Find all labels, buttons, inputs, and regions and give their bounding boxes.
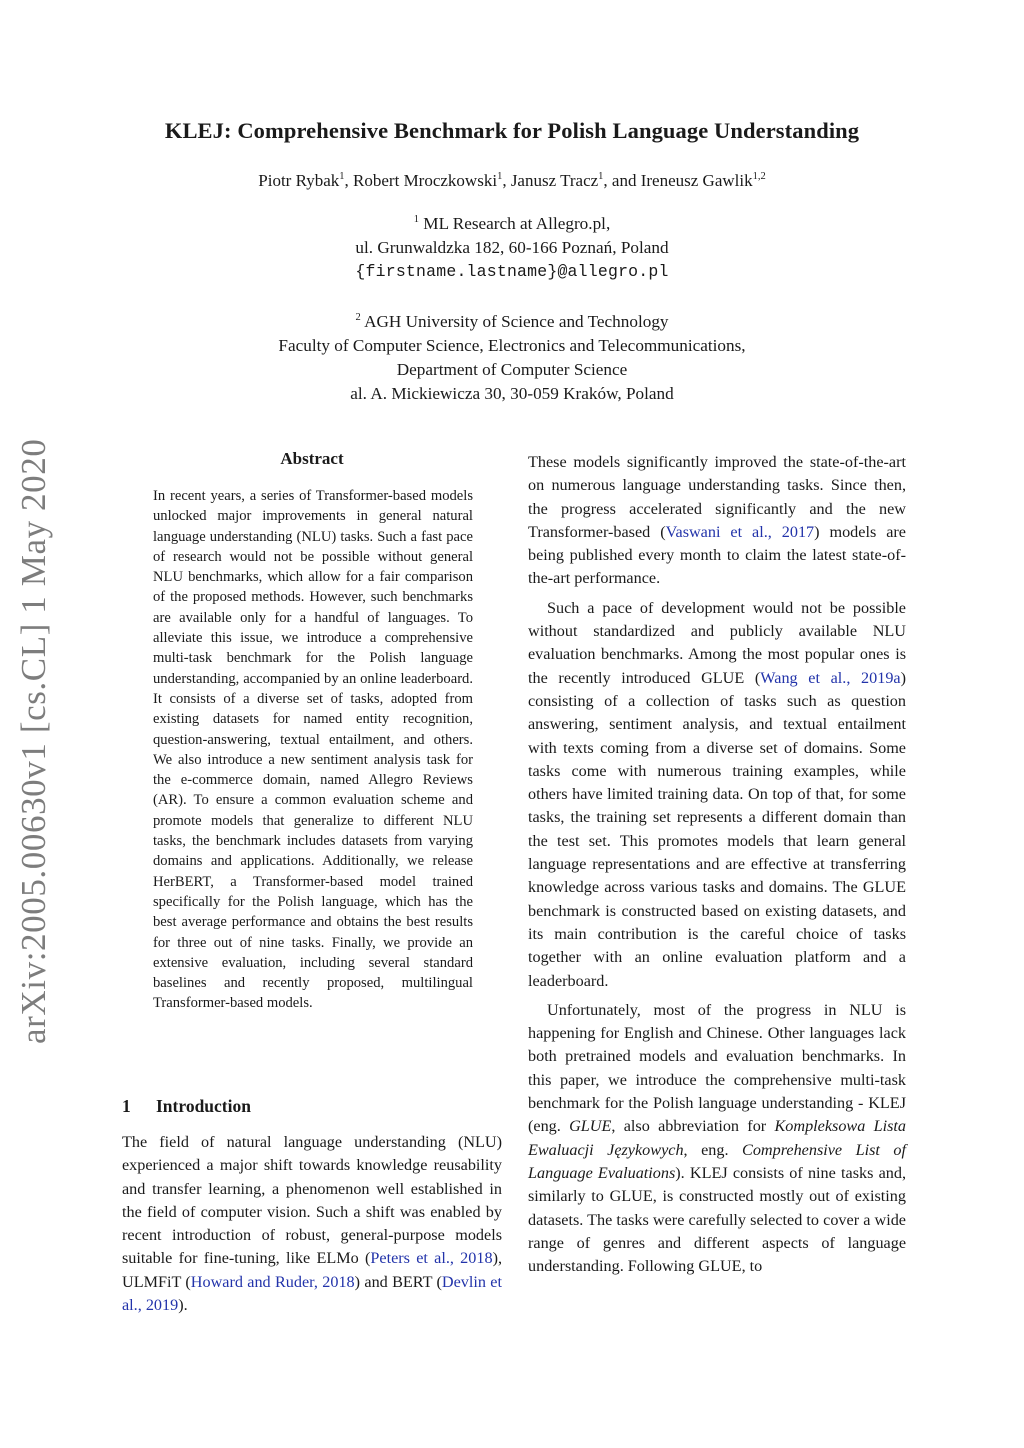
author-name: Janusz Tracz bbox=[510, 171, 599, 190]
italic-term: Kompleksowa Lista Ewaluacji Językowych bbox=[528, 1117, 906, 1159]
right-column bbox=[528, 451, 906, 1284]
affiliation-1: $^1$ ML Research at Allegro.pl, ul. Grunwaldzka 182, 60-166 Poznań, Poland {firstname.lastname}@allegro.pl bbox=[0, 212, 1024, 284]
intro-paragraph-2: These models significantly improved the state-of-the-art on numerous language understanding tasks. Since then, the progress accelerated significantly and the new Transformer-based (Vaswani et al., 2017) models are being published every month to claim the latest state-of-the-art performance. bbox=[528, 453, 906, 588]
author-name: Ireneusz Gawlik bbox=[640, 171, 753, 190]
affiliation-marker: 1 bbox=[413, 214, 419, 225]
italic-term: Comprehensive List of Language Evaluations bbox=[528, 1140, 906, 1182]
email-address: {firstname.lastname}@allegro.pl bbox=[355, 262, 669, 281]
citation-link[interactable]: Wang et al., 2019a bbox=[760, 668, 901, 687]
citation-link[interactable]: Devlin et al., 2019 bbox=[122, 1272, 502, 1315]
author-name: Robert Mroczkowski bbox=[353, 171, 498, 190]
citation-link[interactable]: Howard and Ruder, 2018 bbox=[190, 1272, 355, 1291]
abstract-text: In recent years, a series of Transformer-based models unlocked major improvements in general natural language understanding (NLU) tasks. Such a fast pace of research would not be possible without general NLU benchmarks, which allow for a fair comparison of the proposed methods. However, such benchmarks are available only for a handful of languages. To alleviate this issue, we introduce a comprehensive multi-task benchmark for the Polish language understanding, accompanied by an online leaderboard. It consists of a diverse set of tasks, adopted from existing datasets for named entity recognition, question-answering, textual entailment, and others. We also introduce a new sentiment analysis task for the e-commerce domain, named Allegro Reviews (AR). To ensure a common evaluation scheme and promote models that generalize to different NLU tasks, the benchmark includes datasets from varying domains and applications. Additionally, we release HerBERT, a Transformer-based model trained specifically for the Polish language, which has the best average performance and obtains the best results for three out of nine tasks. Finally, we provide an extensive evaluation, including several standard baselines and recently proposed, multilingual Transformer-based models. bbox=[153, 488, 473, 1012]
section-heading-introduction bbox=[122, 1096, 251, 1117]
affiliation-2: $^2$ AGH University of Science and Technology Faculty of Computer Science, Electronics and Telecommunications, Department of Computer Science al. A. Mickiewicza 30, 30-059 Kraków, Poland bbox=[278, 312, 746, 403]
citation-link[interactable]: Peters et al., 2018 bbox=[370, 1249, 493, 1268]
intro-paragraph-1: The field of natural language understanding (NLU) experienced a major shift towards knowledge reusability and transfer learning, a phenomenon well established in the field of computer vision. Such a shift was enabled by recent introduction of robust, general-purpose models suitable for fine-tuning, like ELMo (Peters et al., 2018), ULMFiT (Howard and Ruder, 2018) and BERT (Devlin et al., 2019). bbox=[122, 1133, 502, 1315]
affiliation-marker: 1 bbox=[497, 171, 503, 182]
citation-link[interactable]: Vaswani et al., 2017 bbox=[665, 522, 815, 541]
affiliation-marker: 1 bbox=[339, 171, 345, 182]
italic-term: GLUE bbox=[569, 1117, 612, 1136]
paper-title: KLEJ: Comprehensive Benchmark for Polish Language Understanding bbox=[164, 118, 860, 143]
author-name: Piotr Rybak bbox=[258, 171, 340, 190]
author-list: Piotr Rybak$^1$, Robert Mroczkowski$^1$, Janusz Tracz$^1$, and Ireneusz Gawlik$^{1,2}$ bbox=[258, 171, 766, 190]
affiliation-marker: 1 bbox=[598, 171, 604, 182]
section-title: Introduction bbox=[156, 1096, 251, 1116]
affiliation-marker: 2 bbox=[355, 312, 361, 323]
section-number: 1 bbox=[122, 1096, 131, 1116]
abstract-heading: Abstract bbox=[280, 449, 344, 468]
intro-paragraph-3: Such a pace of development would not be possible without standardized and publicly available NLU evaluation benchmarks. Among the most popular ones is the recently introduced GLUE (Wang et al., 2019a) consisting of a collection of tasks such as question answering, sentiment analysis, and textual entailment with texts coming from a diverse set of domains. Some tasks come with numerous training examples, while others have limited training data. On top of that, for some tasks, the training set represents a different domain than the test set. This promotes models that learn general language representations and are effective at transferring knowledge across various tasks and domains. The GLUE benchmark is constructed based on existing datasets, and its main contribution is the careful choice of tasks together with an online evaluation platform and a leaderboard. bbox=[528, 598, 906, 990]
arxiv-identifier-stamp: arXiv:2005.00630v1 [cs.CL] 1 May 2020 bbox=[14, 438, 53, 1044]
intro-paragraph-4: Unfortunately, most of the progress in NLU is happening for English and Chinese. Other languages lack both pretrained models and evaluation benchmarks. In this paper, we introduce the comprehensive multi-task benchmark for the Polish language understanding - KLEJ (eng. GLUE, also abbreviation for Kompleksowa Lista Ewaluacji Językowych, eng. Comprehensive List of Language Evaluations). KLEJ consists of nine tasks and, similarly to GLUE, is constructed mostly out of existing datasets. The tasks were carefully selected to cover a wide range of genres and different aspects of language understanding. Following GLUE, to bbox=[528, 1000, 906, 1276]
affiliation-marker: 1,2 bbox=[752, 171, 766, 182]
